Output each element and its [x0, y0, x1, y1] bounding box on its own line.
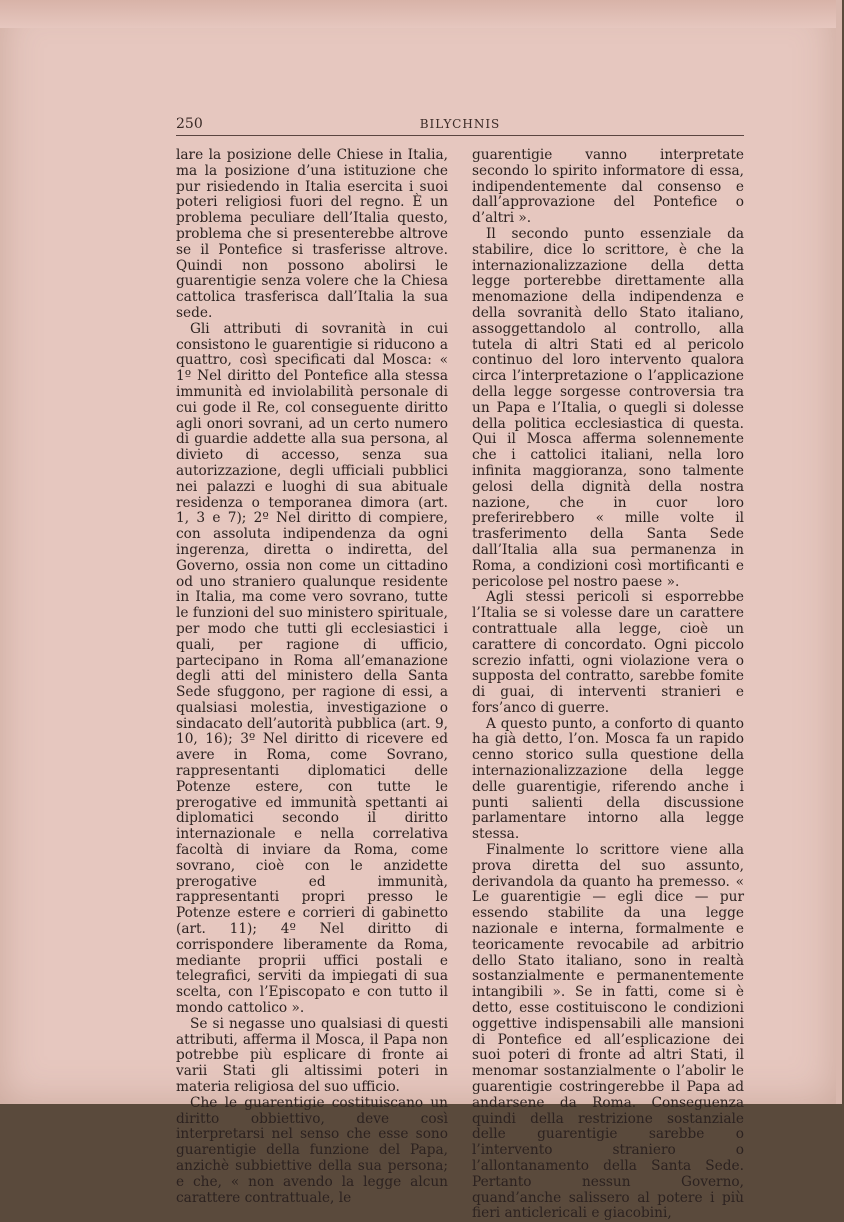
paragraph: Se si negasse uno qualsiasi di questi attributi, afferma il Mosca, il Papa non potrebbe più esplicare di fronte ai varii Stati gli altissimi poteri in materia religiosa del suo ufficio. — [176, 1015, 448, 1096]
left-column — [176, 148, 448, 1206]
page-number: 250 — [176, 116, 203, 132]
paragraph: Agli stessi pericoli si esporrebbe l’Italia se si volesse dare un carattere contrattuale alla legge, cioè un carattere di concordato. Ogni piccolo screzio infatti, ogni violazione vera o supposta del contratto, sarebbe fomite di guai, di interventi stranieri e fors’anco di guerre. — [472, 589, 744, 716]
paragraph: Che le guarentigie costituiscano un diritto obbiettivo, deve così interpretarsi nel senso che esse sono guarentigie della funzione del Papa, anzichè subbiettive della sua persona; e che, « non avendo la legge alcun carattere contrattuale, le — [176, 1094, 448, 1206]
paragraph: guarentigie vanno interpretate secondo lo spirito informatore di essa, indipendentemente dal consenso e dall’approvazione del Pontefice o d’altri ». — [472, 147, 744, 227]
journal-title: BILYCHNIS — [419, 117, 501, 131]
running-head — [176, 116, 744, 136]
right-column — [472, 148, 744, 1222]
paragraph: Il secondo punto essenziale da stabilire, dice lo scrittore, è che la internazionalizzazione della detta legge porterebbe direttamente alla menomazione della indipendenza e della sovranità dello Stato italiano, assoggettandolo al controllo, alla tutela di altri Stati ed al pericolo continuo del loro intervento qualora circa l’interpretazione o l’applicazione della legge sorgesse controversia tra un Papa e l’Italia, o quegli si dolesse della politica ecclesiastica di questa. Qui il Mosca afferma solennemente che i cattolici italiani, nella loro infinita maggioranza, sono talmente gelosi della dignità della nostra nazione, che in cuor loro preferirebbero « mille volte il trasferimento della Santa Sede dall’Italia alla sua permanenza in Roma, a condizioni così mortificanti e pericolose pel nostro paese ». — [472, 225, 744, 590]
paragraph: Gli attributi di sovranità in cui consistono le guarentigie si riducono a quattro, così specificati dal Mosca: « 1º Nel diritto del Pontefice alla stessa immunità ed inviolabilità personale di cui gode il Re, col conseguente diritto agli onori sovrani, ad un certo numero di guardie addette alla sua persona, al divieto di accesso, senza sua autorizzazione, degli ufficiali pubblici nei palazzi e luoghi di sua abituale residenza o temporanea dimora (art. 1, 3 e 7); 2º Nel diritto di compiere, con assoluta indipendenza da ogni ingerenza, diretta o indiretta, del Governo, ossia non come un cittadino od uno straniero qualunque residente in Italia, ma come vero sovrano, tutte le funzioni del suo ministero spirituale, per modo che tutti gli ecclesiastici i quali, per ragione di ufficio, partecipano in Roma all’emanazione degli atti del ministero della Santa Sede sfuggono, per ragione di essi, a qualsiasi molestia, investigazione o sindacato dell’autorità pubblica (art. 9, 10, 16); 3º Nel diritto di ricevere ed avere in Roma, come Sovrano, rappresentanti diplomatici delle Potenze estere, con tutte le prerogative ed immunità spettanti ai diplomatici secondo il diritto internazionale e nella correlativa facoltà di inviare da Roma, come sovrano, cioè con le anzidette prerogative ed immunità, rappresentanti propri presso le Potenze estere e corrieri di gabinetto (art. 11); 4º Nel diritto di corrispondere liberamente da Roma, mediante proprii uffici postali e telegrafici, serviti da impiegati di sua scelta, con l’Episcopato e con tutto il mondo cattolico ». — [176, 320, 449, 1017]
page-top-edge — [0, 0, 836, 28]
header-rule — [176, 135, 744, 136]
paragraph: A questo punto, a conforto di quanto ha già detto, l’on. Mosca fa un rapido cenno storico sulla questione della internazionalizzazione della legge delle guarentigie, riferendo anche i punti salienti della discussione parlamentare intorno alla legge stessa. — [472, 715, 744, 843]
paragraph: lare la posizione delle Chiese in Italia, ma la posizione d’una istituzione che pur risiedendo in Italia esercita i suoi poteri religiosi fuori del regno. È un problema peculiare dell’Italia questo, problema che si presenterebbe altrove se il Pontefice si trasferisse altrove. Quindi non possono abolirsi le guarentigie senza volere che la Chiesa cattolica trasferisca dall’Italia la sua sede. — [176, 147, 448, 321]
paragraph: Finalmente lo scrittore viene alla prova diretta del suo assunto, derivandola da quanto ha premesso. « Le guarentigie — egli dice — pur essendo stabilite da una legge nazionale e interna, formalmente e teoricamente revocabile ad arbitrio dello Stato italiano, sono in realtà sostanzialmente e permanentemente intangibili ». Se in fatti, come si è detto, esse costituiscono le condizioni oggettive indispensabili alle mansioni di Pontefice ed all’esplicazione dei suoi poteri di fronte ad altri Stati, il menomar sostanzialmente o l’abolir le guarentigie costringerebbe il Papa ad andarsene da Roma. Conseguenza quindi della restrizione sostanziale delle guarentigie sarebbe o l’intervento straniero o l’allontanamento della Santa Sede. Pertanto nessun Governo, quand’anche salissero al potere i più fieri anticlericali e giacobini, — [472, 842, 744, 1222]
